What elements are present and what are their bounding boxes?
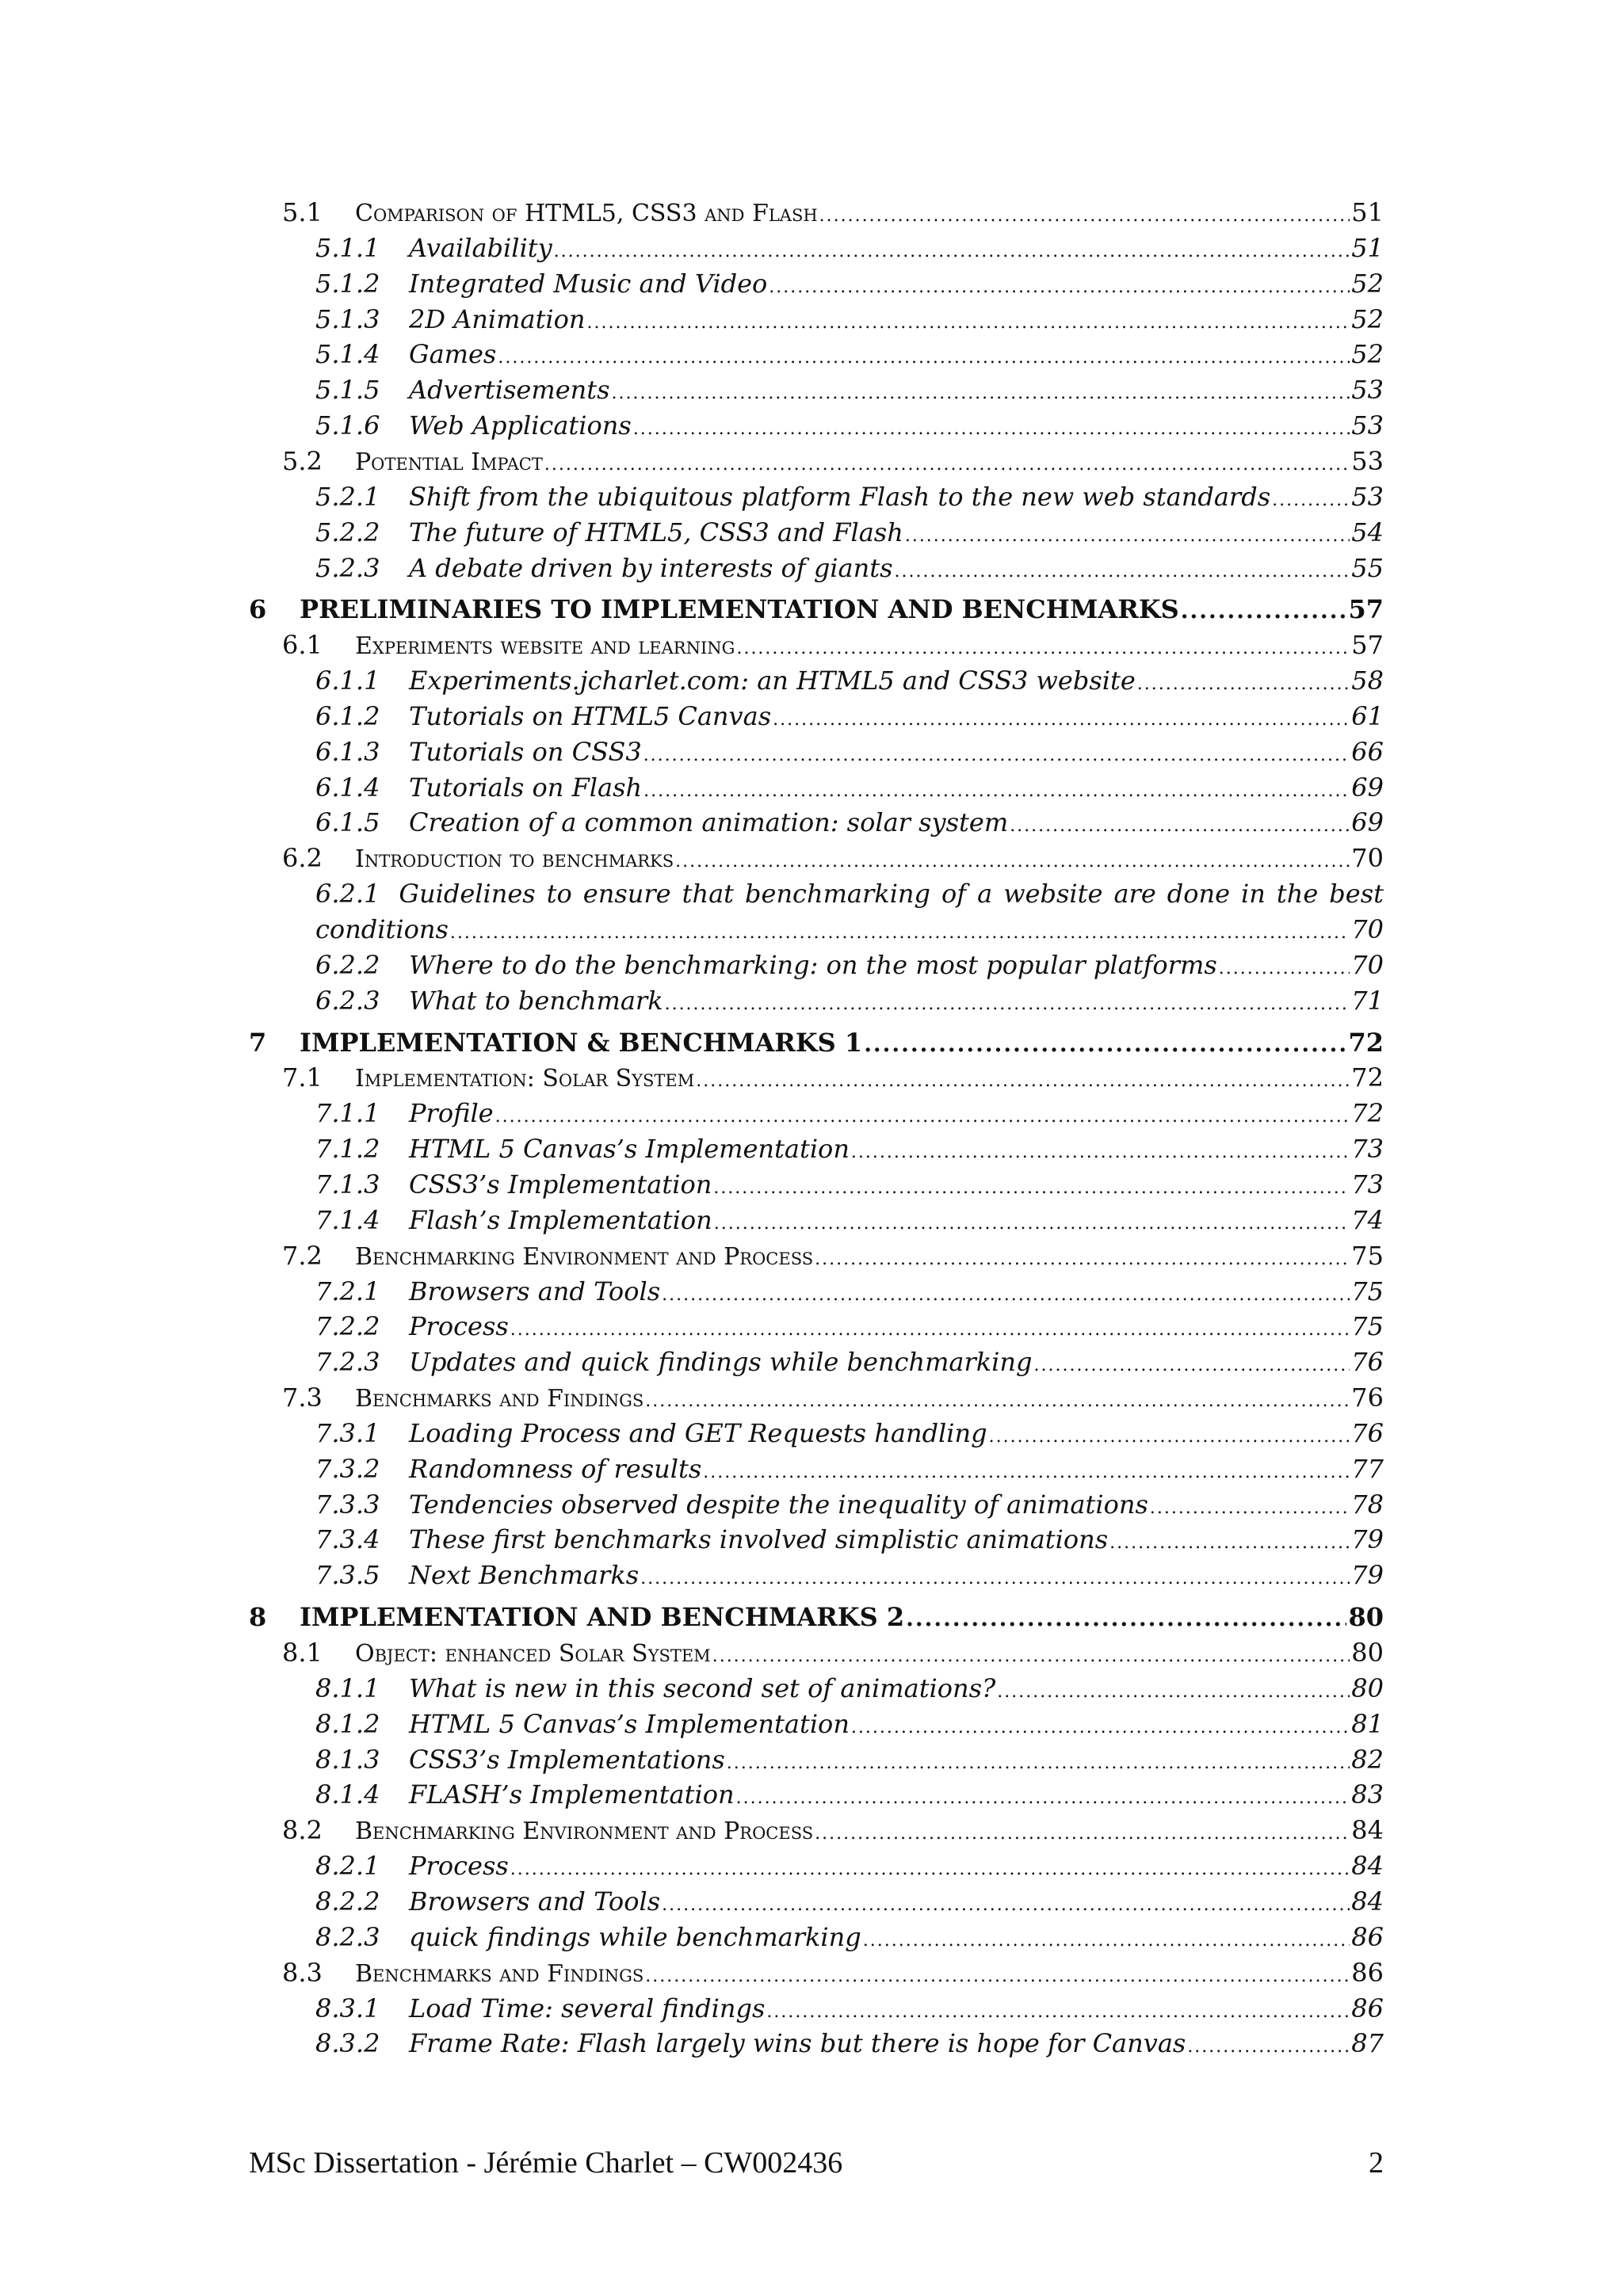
toc-leader-dots — [906, 1605, 1346, 1631]
toc-chapter-entry[interactable] — [249, 1602, 1384, 1638]
toc-entry-number: 7 — [249, 1027, 267, 1058]
toc-leader-dots — [819, 206, 1350, 226]
toc-entry-number: 7.2.2 — [315, 1311, 380, 1342]
toc-subsection-entry[interactable] — [249, 1922, 1384, 1958]
toc-entry-page: 61 — [1351, 700, 1384, 731]
toc-entry-title: The future of HTML5, CSS3 and Flash — [409, 517, 903, 547]
toc-subsection-entry[interactable] — [249, 339, 1384, 375]
toc-subsection-entry[interactable] — [249, 1886, 1384, 1922]
toc-entry-title-continuation: conditions — [315, 914, 449, 944]
toc-entry-number: 7.3.2 — [315, 1453, 380, 1484]
toc-entry-number: 6.2 — [282, 843, 323, 874]
toc-entry-number: 6 — [249, 594, 267, 625]
toc-entry-page: 57 — [1348, 594, 1384, 625]
toc-subsection-entry[interactable] — [249, 772, 1384, 808]
toc-section-entry[interactable] — [249, 1958, 1384, 1993]
toc-entry-number: 8.1.3 — [315, 1744, 380, 1775]
toc-subsection-entry[interactable] — [249, 2028, 1384, 2064]
toc-leader-dots — [712, 1646, 1350, 1666]
toc-entry-number: 8.3.2 — [315, 2028, 380, 2059]
toc-subsection-entry[interactable] — [249, 1993, 1384, 2029]
toc-entry-title: Advertisements — [409, 375, 610, 406]
toc-entry-title: Browsers and Tools — [409, 1276, 661, 1306]
toc-entry-title: A debate driven by interests of giants — [409, 552, 893, 583]
toc-entry-number: 8.1 — [282, 1638, 323, 1668]
toc-entry-title: What to benchmark — [409, 985, 663, 1016]
toc-entry-title: Profile — [409, 1098, 494, 1129]
toc-entry-number: 8.3 — [282, 1957, 323, 1988]
toc-leader-dots — [736, 639, 1350, 658]
toc-leader-dots — [713, 1178, 1350, 1198]
toc-leader-dots — [1181, 597, 1347, 624]
toc-entry-number: 5.1.4 — [315, 339, 380, 370]
toc-entry-number: 6.1.5 — [315, 807, 380, 838]
toc-entry-title: Randomness of results — [409, 1453, 702, 1484]
toc-subsection-entry[interactable] — [249, 1276, 1384, 1312]
toc-entry-page: 82 — [1351, 1744, 1384, 1775]
toc-entry-title: What is new in this second set of animations? — [409, 1672, 996, 1703]
toc-entry-continuation[interactable] — [249, 914, 1384, 950]
toc-leader-dots — [675, 852, 1350, 871]
toc-entry-title: Browsers and Tools — [409, 1886, 661, 1917]
toc-subsection-entry[interactable] — [249, 1489, 1384, 1525]
toc-entry-title: These first benchmarks involved simplistic animations — [409, 1524, 1109, 1555]
toc-entry-page: 80 — [1351, 1638, 1384, 1668]
toc-entry-page: 66 — [1351, 736, 1384, 767]
toc-entry-number: 6.1.4 — [315, 772, 380, 803]
page-footer — [249, 2145, 1384, 2185]
toc-entry-page: 84 — [1351, 1851, 1384, 1882]
toc-entry-title: Shift from the ubiquitous platform Flash to the new web standards — [409, 481, 1271, 512]
toc-entry-title: quick findings while benchmarking — [409, 1921, 861, 1952]
toc-entry-title: Tendencies observed despite the inequality of animations — [409, 1489, 1148, 1520]
toc-entry-number: 6.2.3 — [315, 985, 380, 1016]
toc-entry-page: 86 — [1351, 1957, 1384, 1988]
toc-leader-dots — [662, 1895, 1350, 1915]
toc-entry-number: 5.1.2 — [315, 268, 380, 299]
toc-leader-dots — [640, 1569, 1350, 1589]
toc-entry-number: 5.2.3 — [315, 552, 380, 583]
toc-entry-page: 83 — [1351, 1779, 1384, 1810]
toc-entry-title: Next Benchmarks — [409, 1560, 640, 1591]
toc-entry-number: 7.1.2 — [315, 1134, 380, 1165]
toc-entry-page: 73 — [1351, 1169, 1384, 1199]
toc-entry-number: 8.1.4 — [315, 1779, 380, 1810]
toc-entry-page: 76 — [1351, 1347, 1384, 1378]
toc-leader-dots — [864, 1031, 1346, 1057]
toc-leader-dots — [633, 419, 1350, 439]
toc-entry-page: 80 — [1351, 1672, 1384, 1703]
toc-chapter-entry[interactable] — [249, 594, 1384, 630]
toc-entry-page: 80 — [1348, 1602, 1384, 1633]
toc-leader-dots — [643, 746, 1350, 765]
toc-entry-title: PRELIMINARIES TO IMPLEMENTATION AND BENCHMARKS — [300, 594, 1179, 625]
toc-leader-dots — [645, 1391, 1350, 1411]
toc-entry-page: 73 — [1351, 1134, 1384, 1165]
toc-entry-title: Frame Rate: Flash largely wins but there is hope for Canvas — [409, 2028, 1186, 2059]
toc-entry-title: CSS3’s Implementation — [409, 1169, 712, 1199]
toc-leader-dots — [1150, 1498, 1350, 1518]
toc-entry-title: Load Time: several findings — [409, 1993, 766, 2023]
toc-leader-dots — [696, 1071, 1350, 1091]
toc-entry-page: 51 — [1351, 197, 1384, 227]
toc-leader-dots — [450, 923, 1350, 943]
toc-entry-number: 6.2.2 — [315, 949, 380, 980]
toc-leader-dots — [612, 383, 1350, 403]
toc-entry-page: 87 — [1351, 2028, 1384, 2059]
toc-entry-title: Introduction to benchmarks — [355, 845, 674, 874]
toc-entry-page: 69 — [1351, 807, 1384, 838]
toc-leader-dots — [989, 1427, 1350, 1447]
toc-entry-number: 7.3.4 — [315, 1524, 380, 1555]
toc-entry-title: Implementation: Solar System — [355, 1065, 695, 1093]
toc-leader-dots — [495, 1107, 1350, 1127]
toc-leader-dots — [1034, 1356, 1350, 1375]
toc-entry-title: Creation of a common animation: solar system — [409, 807, 1009, 838]
toc-entry-number: 6.1.3 — [315, 736, 380, 767]
toc-entry-page: 58 — [1351, 666, 1384, 696]
toc-section-entry[interactable] — [249, 1241, 1384, 1276]
toc-entry-title: Flash’s Implementation — [409, 1204, 712, 1235]
toc-leader-dots — [773, 710, 1350, 730]
toc-leader-dots — [815, 1249, 1350, 1269]
toc-leader-dots — [997, 1682, 1350, 1702]
toc-entry-page: 70 — [1351, 949, 1384, 980]
toc-entry-page: 78 — [1351, 1489, 1384, 1520]
toc-entry-page: 86 — [1351, 1993, 1384, 2023]
toc-leader-dots — [1272, 490, 1350, 510]
toc-leader-dots — [714, 1214, 1350, 1234]
toc-subsection-entry[interactable] — [249, 1205, 1384, 1241]
toc-entry-page: 76 — [1351, 1417, 1384, 1448]
toc-subsection-entry[interactable] — [249, 1851, 1384, 1886]
toc-leader-dots — [736, 1788, 1350, 1808]
toc-entry-page: 72 — [1351, 1062, 1384, 1093]
toc-leader-dots — [510, 1859, 1350, 1879]
footer-author-line: MSc Dissertation - Jérémie Charlet – CW002436 — [249, 2146, 843, 2180]
toc-leader-dots — [544, 455, 1350, 475]
toc-entry-number: 5.1.3 — [315, 303, 380, 334]
toc-subsection-entry[interactable] — [249, 304, 1384, 340]
toc-leader-dots — [1137, 674, 1350, 694]
toc-leader-dots — [1187, 2037, 1350, 2057]
toc-leader-dots — [1219, 959, 1350, 978]
toc-entry-number: 7.3.1 — [315, 1417, 380, 1448]
toc-entry-title: Tutorials on CSS3 — [409, 736, 642, 767]
toc-entry-title: Comparison of HTML5, CSS3 and Flash — [355, 200, 818, 227]
toc-entry-title: IMPLEMENTATION AND BENCHMARKS 2 — [300, 1602, 905, 1633]
toc-entry-title: Tutorials on HTML5 Canvas — [409, 700, 772, 731]
toc-leader-dots — [851, 1718, 1350, 1737]
toc-entry-number: 8.2 — [282, 1815, 323, 1846]
toc-subsection-entry[interactable] — [249, 1418, 1384, 1454]
toc-entry-title: Benchmarks and Findings — [355, 1385, 644, 1413]
toc-entry-title: Benchmarking Environment and Process — [355, 1817, 814, 1846]
toc-entry-number: 7.2 — [282, 1240, 323, 1271]
toc-leader-dots — [665, 994, 1350, 1014]
toc-entry-page: 75 — [1351, 1276, 1384, 1306]
toc-entry-title: HTML 5 Canvas’s Implementation — [409, 1134, 850, 1165]
toc-entry-number: 7.2.3 — [315, 1347, 380, 1378]
toc-leader-dots — [1010, 816, 1350, 836]
toc-entry-number: 6.1.2 — [315, 700, 380, 731]
toc-section-entry[interactable] — [249, 1062, 1384, 1098]
toc-subsection-entry[interactable] — [249, 1709, 1384, 1745]
toc-entry-page: 57 — [1351, 630, 1384, 661]
toc-entry-page: 72 — [1351, 1098, 1384, 1129]
toc-entry-page: 51 — [1351, 232, 1384, 263]
toc-entry-page: 71 — [1351, 985, 1384, 1016]
toc-subsection-entry[interactable] — [249, 1134, 1384, 1169]
toc-leader-dots — [662, 1285, 1350, 1305]
toc-leader-dots — [905, 526, 1350, 546]
toc-entry-page: 74 — [1351, 1204, 1384, 1235]
toc-subsection-entry[interactable] — [249, 269, 1384, 304]
toc-entry-page: 53 — [1351, 445, 1384, 476]
toc-leader-dots — [851, 1142, 1350, 1162]
toc-section-entry[interactable] — [249, 630, 1384, 666]
toc-subsection-entry[interactable] — [249, 1524, 1384, 1560]
toc-subsection-entry[interactable] — [249, 986, 1384, 1021]
toc-entry-page: 52 — [1351, 303, 1384, 334]
toc-entry-page: 55 — [1351, 552, 1384, 583]
toc-entry-title: Loading Process and GET Requests handling — [409, 1417, 987, 1448]
toc-entry-number: 6.1 — [282, 630, 323, 661]
toc-section-entry[interactable] — [249, 1638, 1384, 1673]
toc-subsection-entry[interactable] — [249, 1311, 1384, 1347]
toc-leader-dots — [510, 1320, 1350, 1340]
toc-leader-dots — [643, 781, 1350, 801]
toc-entry-title: Where to do the benchmarking: on the most popular platforms — [409, 949, 1217, 980]
toc-entry-page: 76 — [1351, 1383, 1384, 1413]
toc-section-entry[interactable] — [249, 446, 1384, 482]
toc-entry-title: Process — [409, 1851, 509, 1882]
toc-entry-page: 86 — [1351, 1921, 1384, 1952]
toc-entry-number: 7.3.3 — [315, 1489, 380, 1520]
toc-entry-number: 8.1.2 — [315, 1708, 380, 1739]
toc-section-entry[interactable] — [249, 843, 1384, 879]
toc-entry-title: HTML 5 Canvas’s Implementation — [409, 1708, 850, 1739]
toc-subsection-entry[interactable] — [249, 517, 1384, 553]
toc-entry-page: 52 — [1351, 268, 1384, 299]
toc-leader-dots — [863, 1931, 1350, 1951]
toc-entry-page: 84 — [1351, 1886, 1384, 1917]
toc-entry-title: Games — [409, 339, 497, 370]
toc-entry-page: 75 — [1351, 1240, 1384, 1271]
toc-leader-dots — [1109, 1533, 1350, 1553]
toc-subsection-entry[interactable] — [249, 1454, 1384, 1489]
toc-subsection-entry[interactable] — [249, 1560, 1384, 1596]
toc-entry-page: 54 — [1351, 517, 1384, 547]
toc-entry-page: 70 — [1351, 914, 1384, 944]
toc-entry-number: 7.1 — [282, 1062, 323, 1093]
toc-subsection-entry[interactable] — [249, 950, 1384, 986]
toc-subsection-entry[interactable] — [249, 701, 1384, 737]
toc-entry-number: 5.2.1 — [315, 481, 380, 512]
toc-leader-dots — [895, 562, 1350, 582]
footer-page-number: 2 — [1369, 2146, 1384, 2180]
toc-subsection-entry[interactable] — [249, 1745, 1384, 1780]
toc-entry-number: 7.1.3 — [315, 1169, 380, 1199]
toc-entry-page: 69 — [1351, 772, 1384, 803]
toc-entry-number: 8.2.3 — [315, 1921, 380, 1952]
toc-entry-title: Object: enhanced Solar System — [355, 1640, 711, 1668]
toc-subsection-entry[interactable] — [249, 1673, 1384, 1709]
toc-leader-dots — [645, 1966, 1350, 1986]
toc-entry-number: 5.1.1 — [315, 232, 380, 263]
toc-entry-title: Web Applications — [409, 410, 632, 441]
toc-entry-title: 2D Animation — [409, 303, 586, 334]
toc-entry-page: 53 — [1351, 410, 1384, 441]
toc-entry-number: 8.2.2 — [315, 1886, 380, 1917]
toc-entry-page: 79 — [1351, 1524, 1384, 1555]
toc-entry-page: 70 — [1351, 843, 1384, 874]
toc-entry-number: 5.1.6 — [315, 410, 380, 441]
toc-entry-title: Integrated Music and Video — [409, 268, 768, 299]
toc-entry-title: Updates and quick findings while benchmarking — [409, 1347, 1033, 1378]
toc-entry-page: 53 — [1351, 481, 1384, 512]
toc-entry-number: 7.2.1 — [315, 1276, 380, 1306]
toc-subsection-entry[interactable] — [249, 375, 1384, 410]
toc-subsection-entry[interactable] — [249, 482, 1384, 517]
toc-section-entry[interactable] — [249, 197, 1384, 233]
toc-entry-number: 8.1.1 — [315, 1672, 380, 1703]
toc-entry-number: 7.3.5 — [315, 1560, 380, 1591]
toc-entry-title: Process — [409, 1311, 509, 1342]
toc-leader-dots — [554, 242, 1350, 261]
toc-subsection-entry[interactable] — [249, 553, 1384, 589]
toc-entry-number: 6.1.1 — [315, 666, 380, 696]
toc-entry-page: 75 — [1351, 1311, 1384, 1342]
toc-subsection-entry[interactable] — [249, 1169, 1384, 1205]
toc-entry-title: Tutorials on Flash — [409, 772, 643, 803]
toc-entry-number: 5.2 — [282, 445, 323, 476]
toc-subsection-entry[interactable] — [249, 233, 1384, 269]
toc-subsection-entry[interactable] — [249, 1098, 1384, 1134]
toc-leader-dots — [587, 313, 1350, 333]
toc-entry-number: 7.3 — [282, 1383, 323, 1413]
toc-entry-page: 79 — [1351, 1560, 1384, 1591]
toc-entry-title: Potential Impact — [355, 448, 543, 476]
toc-entry-title: CSS3’s Implementations — [409, 1744, 725, 1775]
toc-entry-title: Availability — [409, 232, 552, 263]
toc-entry-number: 5.1 — [282, 197, 323, 227]
toc-leader-dots — [769, 277, 1350, 297]
toc-entry-title: Benchmarking Environment and Process — [355, 1242, 814, 1271]
toc-subsection-entry[interactable] — [249, 410, 1384, 446]
toc-entry-number: 5.1.5 — [315, 375, 380, 406]
toc-subsection-entry[interactable] — [249, 807, 1384, 843]
toc-entry-page: 72 — [1348, 1027, 1384, 1058]
toc-entry-page: 52 — [1351, 339, 1384, 370]
toc-entry-level3-wrapped[interactable] — [249, 879, 1384, 914]
toc-chapter-entry[interactable] — [249, 1028, 1384, 1063]
toc-entry-number: 7.1.4 — [315, 1204, 380, 1235]
toc-entry-page: 53 — [1351, 375, 1384, 406]
toc-section-entry[interactable] — [249, 1383, 1384, 1418]
toc-subsection-entry[interactable] — [249, 737, 1384, 772]
toc-section-entry[interactable] — [249, 1815, 1384, 1851]
toc-leader-dots — [815, 1824, 1350, 1844]
toc-entry-number: 7.1.1 — [315, 1098, 380, 1129]
toc-entry-title: Benchmarks and Findings — [355, 1959, 644, 1988]
toc-entry-title: IMPLEMENTATION & BENCHMARKS 1 — [300, 1027, 863, 1058]
toc-leader-dots — [498, 348, 1350, 368]
toc-leader-dots — [727, 1753, 1350, 1773]
toc-entry-title: Guidelines to ensure that benchmarking of a website are done in the best — [399, 879, 1384, 910]
toc-entry-title: FLASH’s Implementation — [409, 1779, 735, 1810]
toc-entry-number: 5.2.2 — [315, 517, 380, 547]
toc-entry-number: 6.2.1 — [315, 879, 380, 910]
toc-leader-dots — [703, 1463, 1350, 1482]
toc-leader-dots — [766, 2002, 1350, 2022]
toc-subsection-entry[interactable] — [249, 1347, 1384, 1383]
toc-entry-title: Experiments.jcharlet.com: an HTML5 and CSS3 website — [409, 666, 1136, 696]
toc-entry-title: Experiments website and learning — [355, 632, 735, 661]
toc-subsection-entry[interactable] — [249, 666, 1384, 701]
toc-entry-page: 84 — [1351, 1815, 1384, 1846]
toc-entry-page: 81 — [1351, 1708, 1384, 1739]
toc-entry-number: 8.2.1 — [315, 1851, 380, 1882]
toc-entry-page: 77 — [1351, 1453, 1384, 1484]
toc-entry-number: 8.3.1 — [315, 1993, 380, 2023]
toc-entry-number: 8 — [249, 1602, 267, 1633]
toc-subsection-entry[interactable] — [249, 1779, 1384, 1815]
